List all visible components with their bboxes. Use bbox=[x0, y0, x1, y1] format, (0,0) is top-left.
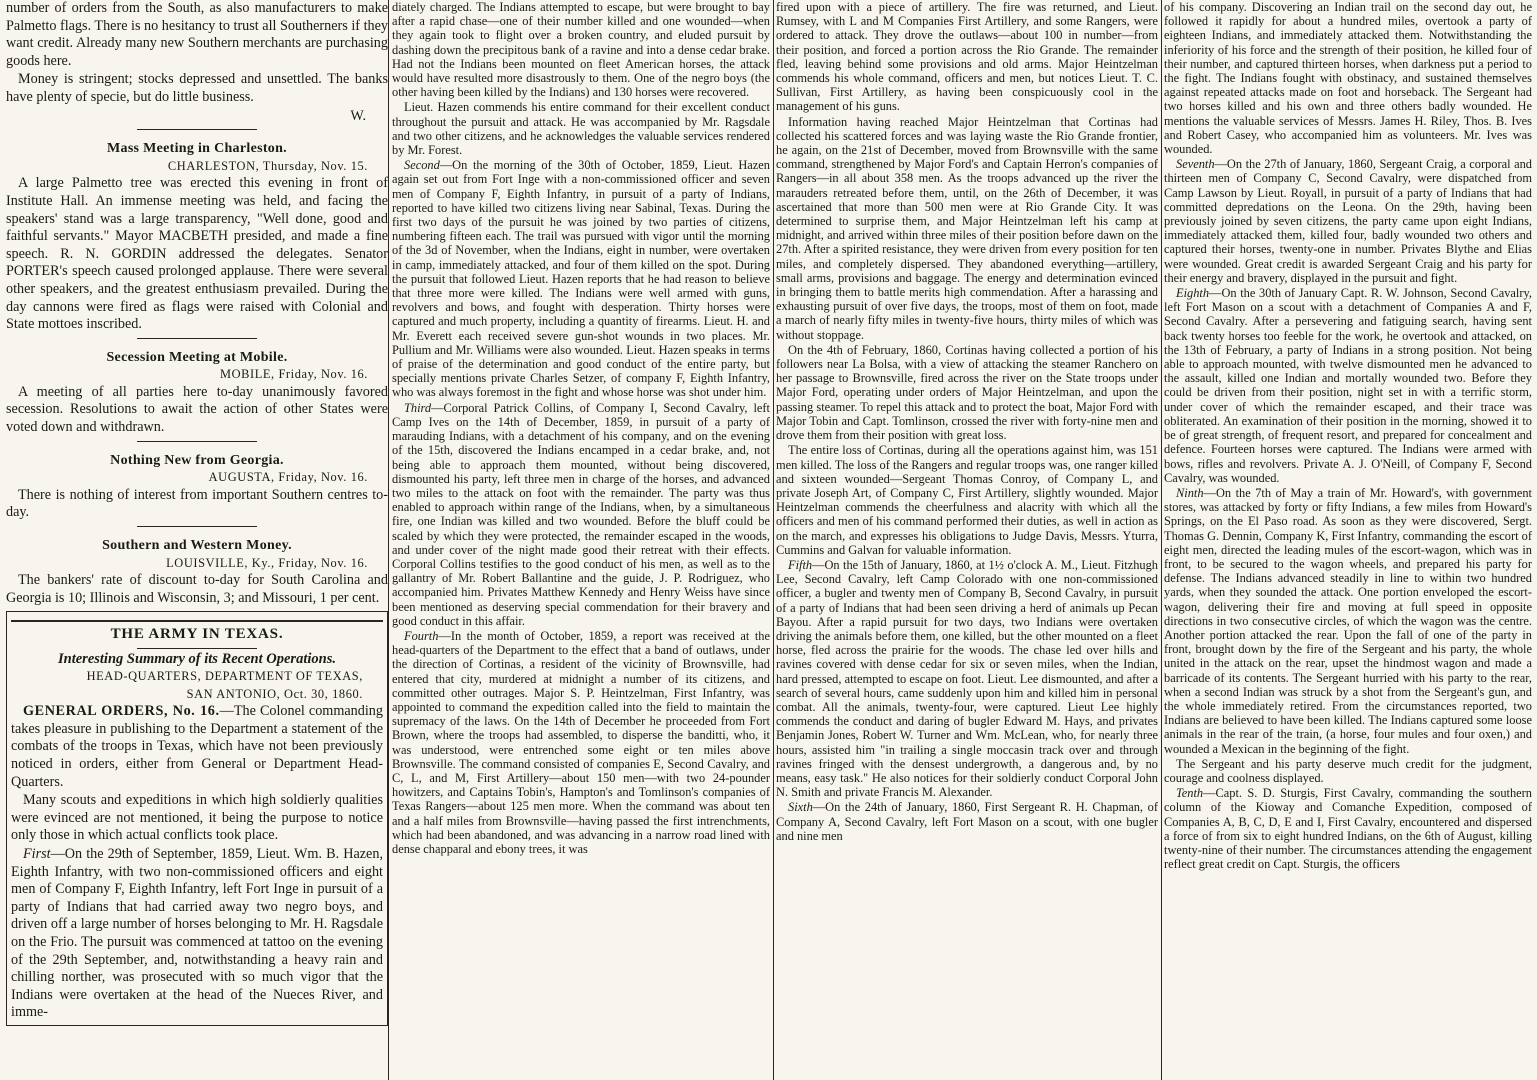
army-article-box bbox=[6, 611, 388, 1025]
orders-label: GENERAL ORDERS, No. 16. bbox=[23, 703, 220, 720]
fourth-continuation: fired upon with a piece of artillery. The fire was returned, and Lieut. Rumsey, with L and M Companies First Artillery, and some Rangers, were ordered to attack. They drove the outlaws—about 100 in number—from their position, and forced a portion across the Rio Grande. The remainder fled, leaving behind some provisions and old arms. Major Heintzelman commends his whole command, officers and men, but notices Lieut. T. C. Sullivan, First Artillery, as having been conspicuously cool in the management of his guns. bbox=[776, 0, 1158, 114]
georgia-body: There is nothing of interest from important Southern centres to-day. bbox=[6, 486, 388, 521]
second-body: —On the morning of the 30th of October, 1859, Lieut. Hazen again set out from Fort Inge with a non-commissioned officer and seven men of Company F, Eighth Infantry, in pursuit of a party of Indians, reported to have killed two citizens living near Sabinal, Texas. During the first two days of the pursuit he was joined by two parties of citizens, numbering fifteen each. The trail was pursued with vigor until the morning of the 3d of November, when the Indians, eight in number, were overtaken in camp, immediately attacked, and four of them killed on the spot. During the pursuit that followed Lieut. Hazen reports that he had reason to believe that three more were killed. The Indians were well armed with guns, revolvers and bows, and fought with desperation. Thirty horses were captured and much property, including a quantity of firearms. Lieut. H. and Mr. Everett each received severe gun-shot wounds in two places. Mr. Pullium and Mr. Williams were also wounded. Lieut. Hazen speaks in terms of praise of the determination and good conduct of the entire party, but specially mentions private Charles Setzer, of company F, Eighth Infantry, who was always foremost in the fight and whose horse was shot under him. bbox=[392, 158, 770, 400]
ninth-body: —On the 7th of May a train of Mr. Howard's, with government stores, was attacked by forty or fifty Indians, a few miles from Howard's Springs, on the El Paso road. As soon as they were discovered, Sergt. Thomas G. Dennin, Company K, First Infantry, commanding the escort of eight men, directed the leading mules of the escort-wagon, which was in front, to be secured to the wagon wheels, and prepared his party for defense. The Indians advanced steadily in line to within two hundred yards, when they sounded the attack. One portion enveloped the escort-wagon, delivering their fire and moving at full speed in opposite directions in two consecutive circles, of which the wagon was the centre. Another portion attacked the rear. Upon the fall of one of the party in front, brought down by the fire of the Sergeant and his party, the whole united in the attack on the rear, upset the hindmost wagon and made a barricade of its contents. The Sergeant hurried with his party to the rear, when a second Indian was struck by a shot from the Sergeant's gun, and the whole immediately retired. From the circumstances reported, two Indians are believed to have been killed. The Indians captured some loose animals in the rear of the train, (a horse, four mules and four oxen,) and wounded a Mexican in the beginning of the fight. bbox=[1164, 485, 1532, 756]
eighth-label: Eighth bbox=[1176, 286, 1210, 301]
sixth-label: Sixth bbox=[788, 800, 813, 815]
sixth-body: —On the 24th of January, 1860, First Sergeant R. H. Chapman, of Company A, Second Cavalry, left Fort Mason on a scout, with one bugler and nine men bbox=[776, 800, 1158, 843]
first-label: First bbox=[23, 845, 51, 862]
seventh-label: Seventh bbox=[1176, 157, 1215, 172]
money-body: The bankers' rate of discount to-day for South Carolina and Georgia is 10; Illinois and Wisconsin, 3; and Missouri, 1 per cent. bbox=[6, 572, 388, 606]
third-label: Third bbox=[404, 400, 432, 415]
charleston-body: A large Palmetto tree was erected this evening in front of Institute Hall. An immense meeting was held, and facing the speakers' stand was a large transparency, "Well done, good and faithful servants." Mayor MACBETH presided, and made a fine speech. R. N. GORDIN addressed the delegates. Senator PORTER's speech caused prolonged applause. There were several other speakers, and the greatest enthusiasm prevailed. During the day cannons were fired as flags were raised with Colonial and State mottoes inscribed. bbox=[6, 175, 388, 333]
tenth-label: Tenth bbox=[1176, 786, 1204, 801]
fourth-label: Fourth bbox=[404, 628, 439, 643]
charleston-headline: Mass Meeting in Charleston. bbox=[107, 141, 287, 157]
orders-body: —The Colonel commanding takes pleasure in publishing to the Department a statement of the combats of the troops in Texas, which have not been previously noticed in orders, either from General or Department Head-Quarters. bbox=[11, 703, 383, 790]
money-dateline: LOUISVILLE, Ky., Friday, Nov. 16. bbox=[166, 555, 368, 570]
charleston-dateline: CHARLESTON, Thursday, Nov. 15. bbox=[167, 158, 368, 173]
army-headline: THE ARMY IN TEXAS. bbox=[110, 626, 284, 643]
army-dateline-1: HEAD-QUARTERS, DEPARTMENT OF TEXAS, bbox=[86, 669, 363, 683]
sixth-continuation: of his company. Discovering an Indian trail on the second day out, he followed it rapidly for about a hundred miles, overtook a party of eighteen Indians, and immediately attacked them. Notwithstanding the inferiority of his force and the strength of their position, he killed four of their number, and captured thirteen horses, when darkness put a period to the fight. The Indians fought with obstinacy, and sustained themselves against repeated attacks made on foot and horseback. The Sergeant had two horses killed and his own and three others badly wounded. He mentions the valuable services of Messrs. James H. Riley, Thos. B. Ives and Robert Casey, who accompanied him as volunteers. Mr. Ives was wounded. bbox=[1164, 0, 1532, 157]
column-2 bbox=[392, 0, 770, 1080]
column-rule bbox=[388, 0, 389, 1080]
column-rule bbox=[1161, 0, 1162, 1080]
divider bbox=[137, 526, 257, 527]
losses-paragraph: The entire loss of Cortinas, during all the operations against him, was 151 men killed. The loss of the Rangers and regular troops was, one ranger killed and sixteen wounded—Sergeant Thomas Conroy, of Company L, and private Joseph Art, of Company C, First Artillery, slightly wounded. Major Heintzelman commends the cheerfulness and alacrity with which all the officers and men of his command performed their duties, as well in action as on the march, and expresses his obligations to Judge Davis, Messrs. Yturra, Cummins and Galvan for valuable information. bbox=[776, 443, 1158, 557]
double-rule bbox=[11, 620, 383, 622]
ranchero-paragraph: On the 4th of February, 1860, Cortinas having collected a portion of his followers near La Bolsa, with a view of attacking the steamer Ranchero on her passage to Brownsville, fired across the river on the State troops under Major Ford, operating under orders of Major Heintzelman, and upon the passing steamer. To repel this attack and to protect the boat, Major Ford with Major Tobin and Capt. Tomlinson, crossed the river with forty-nine men and drove them from their position with great loss. bbox=[776, 342, 1158, 443]
ninth-label: Ninth bbox=[1176, 485, 1204, 500]
third-body: —Corporal Patrick Collins, of Company I, Second Cavalry, left Camp Ives on the 14th of December, 1859, in pursuit of a party of marauding Indians, with a detachment of his company, and on the evening of the 15th, discovered the Indians encamped in a cedar brake, and, not being able to approach them mounted, without being discovered, dismounted his party, left three men in charge of the horses, and advanced two miles to the attack on foot with the remainder. The party was thus enabled to approach within range of the Indians, when, by a simultaneous fire, one Indian was killed and two wounded. Before the bluff could be scaled by which they were protected, the remainder escaped in the woods, and under cover of the night made good their retreat with their effects. Corporal Collins testifies to the good conduct of his men, as well as to the gallantry of Mr. Robert Ballantine and the guide, J. P. Rodriguez, who accompanied him. Privates Matthew Kennedy and Henry Weiss have since been mentioned as deserving special commendation for their bravery and good conduct in this affair. bbox=[392, 400, 770, 628]
seventh-body: —On the 27th of January, 1860, Sergeant Craig, a corporal and thirteen men of Company C, Second Cavalry, were dispatched from Camp Lawson by Lieut. Royall, in pursuit of a party of Indians that had committed depredations on the Leona. On the 29th, having been previously joined by seven citizens, the party came upon eight Indians, immediately attacked them, killed four, badly wounded two others and captured their horses, twenty-one in number. Privates Blythe and Elias were wounded. Great credit is awarded Sergeant Craig and his party for their energy and bravery, displayed in the pursuit and fight. bbox=[1164, 157, 1532, 285]
article-continuation: number of orders from the South, as also manufacturers to make Palmetto flags. There is no hesitancy to trust all Southerners if they want credit. Already many new Southern merchants are purchasing goods here. bbox=[6, 0, 388, 69]
georgia-headline: Nothing New from Georgia. bbox=[110, 452, 284, 468]
correspondent-signature: W. bbox=[350, 107, 366, 124]
column-4 bbox=[1164, 0, 1532, 1080]
ninth-credit: The Sergeant and his party deserve much credit for the judgment, courage and coolness displayed. bbox=[1164, 756, 1532, 785]
hazen-commendation: Lieut. Hazen commends his entire command for their excellent conduct throughout the pursuit and attack. He was accompanied by Mr. Ragsdale and two other citizens, and he acknowledges the valuable services rendered by Mr. Forest. bbox=[392, 100, 770, 158]
first-body: —On the 29th of September, 1859, Lieut. Wm. B. Hazen, Eighth Infantry, with two non-commissioned officers and eight men of Company F, Eighth Infantry, left Fort Inge in pursuit of a party of Indians that had carried away two negro boys, and driven off a large number of horses belonging to Mr. H. Ragsdale on the Frio. The pursuit was commenced at tattoo on the evening of the 29th September, and, notwithstanding a heavy rain and chilling norther, was prosecuted with so much vigor that the Indians were overtaken at the head of the Nueces River, and imme- bbox=[11, 845, 383, 1021]
fourth-body: —In the month of October, 1859, a report was received at the head-quarters of the Department to the effect that a band of outlaws, under the direction of Cortinas, a resident of the vicinity of Brownsville, had entered that city, murdered at midnight a number of its citizens, and committed other outrages. Major S. P. Heintzelman, First Infantry, was appointed to command the expedition called into the field to maintain the supremacy of the laws. On the 14th of December he proceeded from Fort Brown, where the troops had assembled, to disperse the banditti, who, it was understood, were entrenched some eight or ten miles above Brownsville. The command consisted of companies E, Second Cavalry, and C, L, and M, First Artillery—about 150 men—with two 24-pounder howitzers, and Captains Tobin's, Hampton's and Tomlinson's companies of Texas Rangers—about 125 men more. When the command was about ten and a half miles from Brownsville—having passed the first intrenchments, which had been abandoned, and was advancing in a narrow road lined with dense chapparal and ebony trees, it was bbox=[392, 628, 770, 856]
fifth-body: —On the 15th of January, 1860, at 1½ o'clock A. M., Lieut. Fitzhugh Lee, Second Cavalry, left Camp Colorado with one non-commissioned officer, a bugler and twenty men of Company B, Second Cavalry, in pursuit of a party of Indians that had been seen driving a herd of animals up Pecan Bayou. After a rapid pursuit for two days, two Indians were overtaken driving the animals before them, one killed, but the other mounted on a fleet horse, fled across the prairie for the woods. The chase led over hills and ravines covered with dense cedar for six or seven miles, when the Indian, hard pressed, attempted to escape on foot. Lieut. Lee dismounted, and after a search of several hours, came suddenly upon him and killed him in personal combat. All the animals, twenty-four, were captured. Lieut Lee highly commends the conduct and daring of bugler Edward M. Hays, and privates Benjamin Jones, Robert W. Turner and Wm. McLean, who, for nearly three hours, assisted him "in trailing a single moccasin track over and through ravines fringed with the densest undergrowth, a dangerous and, by no means, easy task." He also notices for their soldierly conduct Corporal John N. Smith and private Francis M. Alexander. bbox=[776, 557, 1158, 800]
fifth-label: Fifth bbox=[788, 557, 813, 572]
divider bbox=[137, 648, 257, 649]
mobile-headline: Secession Meeting at Mobile. bbox=[106, 349, 288, 365]
army-dateline-2: SAN ANTONIO, Oct. 30, 1860. bbox=[186, 686, 363, 701]
mobile-dateline: MOBILE, Friday, Nov. 16. bbox=[219, 367, 368, 382]
eighth-body: —On the 30th of January Capt. R. W. Johnson, Second Cavalry, left Fort Mason on a scout with a detachment of Companies A and F, Second Cavalry. After a persevering and fatiguing search, having sent back twenty horses too feeble for the work, he overtook and attacked, on the 13th of February, a party of Indians in a strong position. Not being able to approach mounted, with twelve dismounted men he advanced to the assault, killed one Indian and mortally wounded two. Before they could be driven from their position, night set in with a terrific storm, under cover of which the remainder escaped, and their trace was obliterated. An examination of their position in the morning, showed it to be of great strength, of frequent resort, and prepared for concealment and defence. Fourteen horses were captured. The Indians were armed with bows, rifles and revolvers. Private A. J. O'Neill, of Company F, Second Cavalry, was wounded. bbox=[1164, 286, 1532, 485]
column-rule bbox=[773, 0, 774, 1080]
money-paragraph: Money is stringent; stocks depressed and unsettled. The banks have plenty of specie, but do little business. bbox=[6, 71, 388, 105]
divider bbox=[137, 441, 257, 442]
georgia-dateline: AUGUSTA, Friday, Nov. 16. bbox=[208, 470, 368, 485]
army-subheadline: Interesting Summary of its Recent Operations. bbox=[58, 651, 336, 667]
army-paragraph-2: Many scouts and expeditions in which high soldierly qualities were evinced are not mentioned, it being the purpose to notice only those in which actual conflicts took place. bbox=[11, 792, 383, 844]
mobile-body: A meeting of all parties here to-day unanimously favored secession. Resolutions to await the action of other States were voted down and withdrawn. bbox=[6, 383, 388, 436]
tenth-body: —Capt. S. D. Sturgis, First Cavalry, commanding the southern column of the Kioway and Comanche Expedition, composed of Companies A, B, C, D, E and I, First Cavalry, encountered and dispersed a force of from six to eight hundred Indians, on the 6th of August, killing twenty-nine of their number. The circumstances attending the engagement reflect great credit on Capt. Sturgis, the officers bbox=[1164, 786, 1532, 872]
divider bbox=[137, 338, 257, 339]
money-headline: Southern and Western Money. bbox=[102, 538, 292, 554]
cortinas-paragraph: Information having reached Major Heintzelman that Cortinas had collected his scattered forces and was laying waste the Rio Grande frontier, he again, on the 21st of December, moved from Brownsville with the same command, strengthened by Major Ford's and Captain Herron's companies of Rangers—in all about 358 men. As the troops advanced up the river the marauders retreated before them, until, on the 26th of December, it was ascertained that more than 500 men were at Rio Grande City. It was determined to surprise them, and Major Heintzelman left his camp at midnight, and arrived within three miles of their position before dawn on the 27th. After a spirited resistance, they were driven from every position for ten miles, and completely dispersed. They abandoned everything—artillery, small arms, provisions and baggage. The energy and determination evinced in bringing them to battle merits high commendation. After a harassing and exhausting pursuit of over five days, the troops, most of them on foot, made a march of nearly fifty miles in twenty-five hours, thirty miles of which was without stoppage. bbox=[776, 114, 1158, 342]
divider bbox=[137, 129, 257, 130]
column-3 bbox=[776, 0, 1158, 1080]
column-1 bbox=[6, 0, 388, 1080]
first-continuation: diately charged. The Indians attempted to escape, but were brought to bay after a rapid chase—one of their number killed and one wounded—when they again took to flight over a broken country, and eluded pursuit by dashing down the precipitous bank of a ravine and into a dense cedar brake. Had not the Indians been mounted on fleet American horses, the attack would have resulted more disastrously to them. One of the negro boys (the other having been killed by the Indians) and 130 horses were recovered. bbox=[392, 0, 770, 100]
second-label: Second bbox=[404, 158, 440, 173]
